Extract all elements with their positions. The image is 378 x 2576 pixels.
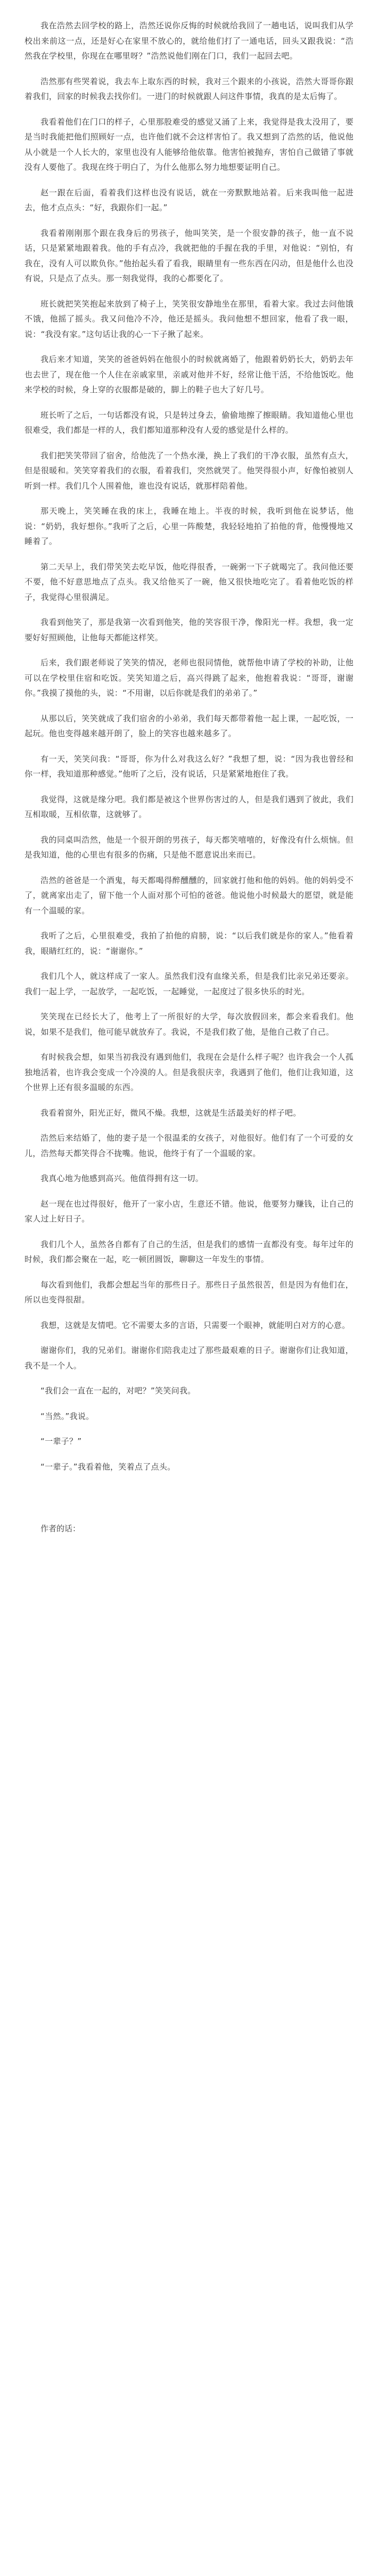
paragraph: 浩然那有些哭着说，我去车上取东西的时候，我对三个跟来的小孩说，浩然大哥哥你跟着我们，回家的时候我去找你们。一进门的时候就跟人问这件事情，我真的是太后悔了。: [24, 76, 354, 101]
paragraph: 班长听了之后，一句话都没有说，只是转过身去，偷偷地擦了擦眼睛。我知道他心里也很难受，我们都是一样的人，我们都知道那种没有人爱的感觉是什么样的。: [24, 410, 354, 435]
author-note: 作者的话：: [40, 1524, 81, 1533]
paragraph: 浩然后来结婚了，他的妻子是一个很温柔的女孩子，对他很好。他们有了一个可爱的女儿，浩然每天都笑得合不拢嘴。他说，他终于有了一个温暖的家。: [24, 1133, 354, 1158]
paragraph: 我看到他笑了，那是我第一次看到他笑，他的笑容很干净，像阳光一样。我想，我一定要好好照顾他，让他每天都能这样笑。: [24, 617, 354, 642]
paragraph: 我真心地为他感到高兴。他值得拥有这一切。: [40, 1174, 204, 1183]
paragraph: 每次看到他们，我都会想起当年的那些日子。那些日子虽然很苦，但是因为有他们在，所以也变得很甜。: [24, 1279, 354, 1304]
paragraph: 我后来才知道，笑笑的爸爸妈妈在他很小的时候就离婚了，他跟着奶奶长大，奶奶去年也去世了，现在他一个人住在亲戚家里，亲戚对他并不好，经常让他干活，不给他饭吃。他来学校的时候，身上穿的衣服都是破的，脚上的鞋子也大了好几号。: [24, 354, 354, 394]
paragraph: 有一天，笑笑问我：“哥哥，你为什么对我这么好？”我想了想，说：“因为我也曾经和你一样，我知道那种感觉。”他听了之后，没有说话，只是紧紧地抱住了我。: [24, 754, 354, 779]
paragraph: “我们会一直在一起的，对吧？”笑笑问我。: [40, 1386, 196, 1396]
paragraph: 我看着窗外，阳光正好，微风不燥。我想，这就是生活最美好的样子吧。: [40, 1108, 301, 1118]
paragraph: 我觉得，这就是缘分吧。我们都是被这个世界伤害过的人，但是我们遇到了彼此，我们互相取暖，互相依靠，这就够了。: [24, 794, 354, 819]
paragraph: 我们几个人，就这样成了一家人。虽然我们没有血缘关系，但是我们比亲兄弟还要亲。我们一起上学，一起放学，一起吃饭，一起睡觉，一起度过了很多快乐的时光。: [24, 971, 354, 996]
paragraph: “当然。”我说。: [40, 1411, 94, 1421]
paragraph: 我想，这就是友情吧。它不需要太多的言语，只需要一个眼神，就能明白对方的心意。: [40, 1320, 350, 1330]
paragraph: 我们几个人，虽然各自都有了自己的生活，但是我们的感情一直都没有变。每年过年的时候，我们都会聚在一起，吃一顿团圆饭，聊聊这一年发生的事情。: [24, 1239, 354, 1264]
paragraph: 我看着刚刚那个跟在我身后的男孩子，他叫笑笑，是一个很安静的孩子，他一直不说话，只是紧紧地跟着我。他的手有点冷，我就把他的手握在我的手里，对他说：“别怕，有我在，没有人可以欺负你。”他抬起头看了看我，眼睛里有一些东西在闪动，但是他什么也没有说，只是点了点头。那一刻我觉得，我的心都要化了。: [24, 228, 354, 283]
paragraph: 我的同桌叫浩然，他是一个很开朗的男孩子，每天都笑嘻嘻的，好像没有什么烦恼。但是我知道，他的心里也有很多的伤痛，只是他不愿意说出来而已。: [24, 835, 354, 860]
paragraph: 笑笑现在已经长大了，他考上了一所很好的大学，每次放假回来，都会来看我们。他说，如果不是我们，他可能早就放弃了。我说，不是我们救了他，是他自己救了自己。: [24, 1012, 354, 1037]
paragraph: 有时候我会想，如果当初我没有遇到他们，我现在会是什么样子呢？也许我会一个人孤独地活着，也许我会变成一个冷漠的人。但是我很庆幸，我遇到了他们，他们让我知道，这个世界上还有很多温暖的东西。: [24, 1052, 354, 1092]
paragraph: 赵一现在也过得很好，他开了一家小店，生意还不错。他说，他要努力赚钱，让自己的家人过上好日子。: [24, 1199, 354, 1224]
paragraph: 后来，我们跟老师说了笑笑的情况，老师也很同情他，就帮他申请了学校的补助，让他可以在学校里住宿和吃饭。笑笑知道之后，高兴得跳了起来，他抱着我说：“哥哥，谢谢你。”我摸了摸他的头，说：“不用谢，以后你就是我们的弟弟了。”: [24, 658, 354, 698]
paragraph: 我看着他们在门口的样子，心里那股难受的感觉又涌了上来，我觉得是我太没用了，要是当时我能把他们照顾好一点，也许他们就不会这样害怕了。我又想到了浩然的话，他说他从小就是一个人长大的，家里也没有人能够给他依靠。他害怕被抛弃，害怕自己做错了事就没有人要他了。我现在终于明白了，为什么他那么努力地想要证明自己。: [24, 117, 354, 172]
paragraph: 我们把笑笑带回了宿舍，给他洗了一个热水澡，换上了我们的干净衣服，虽然有点大，但是很暖和。笑笑穿着我们的衣服，看着我们，突然就哭了。他哭得很小声，好像怕被别人听到一样。我们几个人围着他，谁也没有说话，就那样陪着他。: [24, 450, 354, 491]
paragraph: “一辈子？”: [40, 1436, 82, 1446]
paragraph: 谢谢你们，我的兄弟们。谢谢你们陪我走过了那些最艰难的日子。谢谢你们让我知道，我不是一个人。: [24, 1345, 354, 1370]
paragraph: 那天晚上，笑笑睡在我的床上，我睡在地上。半夜的时候，我听到他在说梦话，他说：“奶奶，我好想你。”我听了之后，心里一阵酸楚，我轻轻地拍了拍他的背，他慢慢地又睡着了。: [24, 506, 354, 546]
paragraph: 从那以后，笑笑就成了我们宿舍的小弟弟，我们每天都带着他一起上课，一起吃饭，一起玩。他也变得越来越开朗了，脸上的笑容也越来越多了。: [24, 713, 354, 738]
paragraph: 第二天早上，我们带笑笑去吃早饭，他吃得很香，一碗粥一下子就喝完了。我问他还要不要，他不好意思地点了点头。我又给他买了一碗，他又很快地吃完了。看着他吃饭的样子，我觉得心里很满足。: [24, 562, 354, 602]
paragraph: 我听了之后，心里很难受，我拍了拍他的肩膀，说：“以后我们就是你的家人。”他看着我，眼睛红红的，说：“谢谢你。”: [24, 931, 354, 956]
paragraph: 浩然的爸爸是一个酒鬼，每天都喝得醉醺醺的，回家就打他和他的妈妈。他的妈妈受不了，就离家出走了，留下他一个人面对那个可怕的爸爸。他说他小时候最大的愿望，就是能有一个温暖的家。: [24, 875, 354, 915]
paragraph: 我在浩然去回学校的路上，浩然还说你反悔的时候就给我回了一趟电话，说叫我们从学校出来前这一点，还是好心在家里不放心的，就给他们打了一通电话，回头又跟我说：“浩然我在学校里，你现在在哪里呀？”浩然说他们刚在门口，我们一起回去吧。: [24, 21, 354, 61]
paragraph: 赵一跟在后面，看着我们这样也没有说话，就在一旁默默地站着。后来我叫他一起进去，他才点点头：“好，我跟你们一起。”: [24, 187, 354, 212]
paragraph: “一辈子。”我看着他，笑着点了点头。: [40, 1462, 176, 1472]
paragraph: 班长就把笑笑抱起来放到了椅子上，笑笑很安静地坐在那里，看着大家。我过去问他饿不饿，他摇了摇头。我又问他冷不冷，他还是摇头。我问他想不想回家，他看了我一眼，说：“我没有家。”这句话让我的心一下子揪了起来。: [24, 299, 354, 339]
